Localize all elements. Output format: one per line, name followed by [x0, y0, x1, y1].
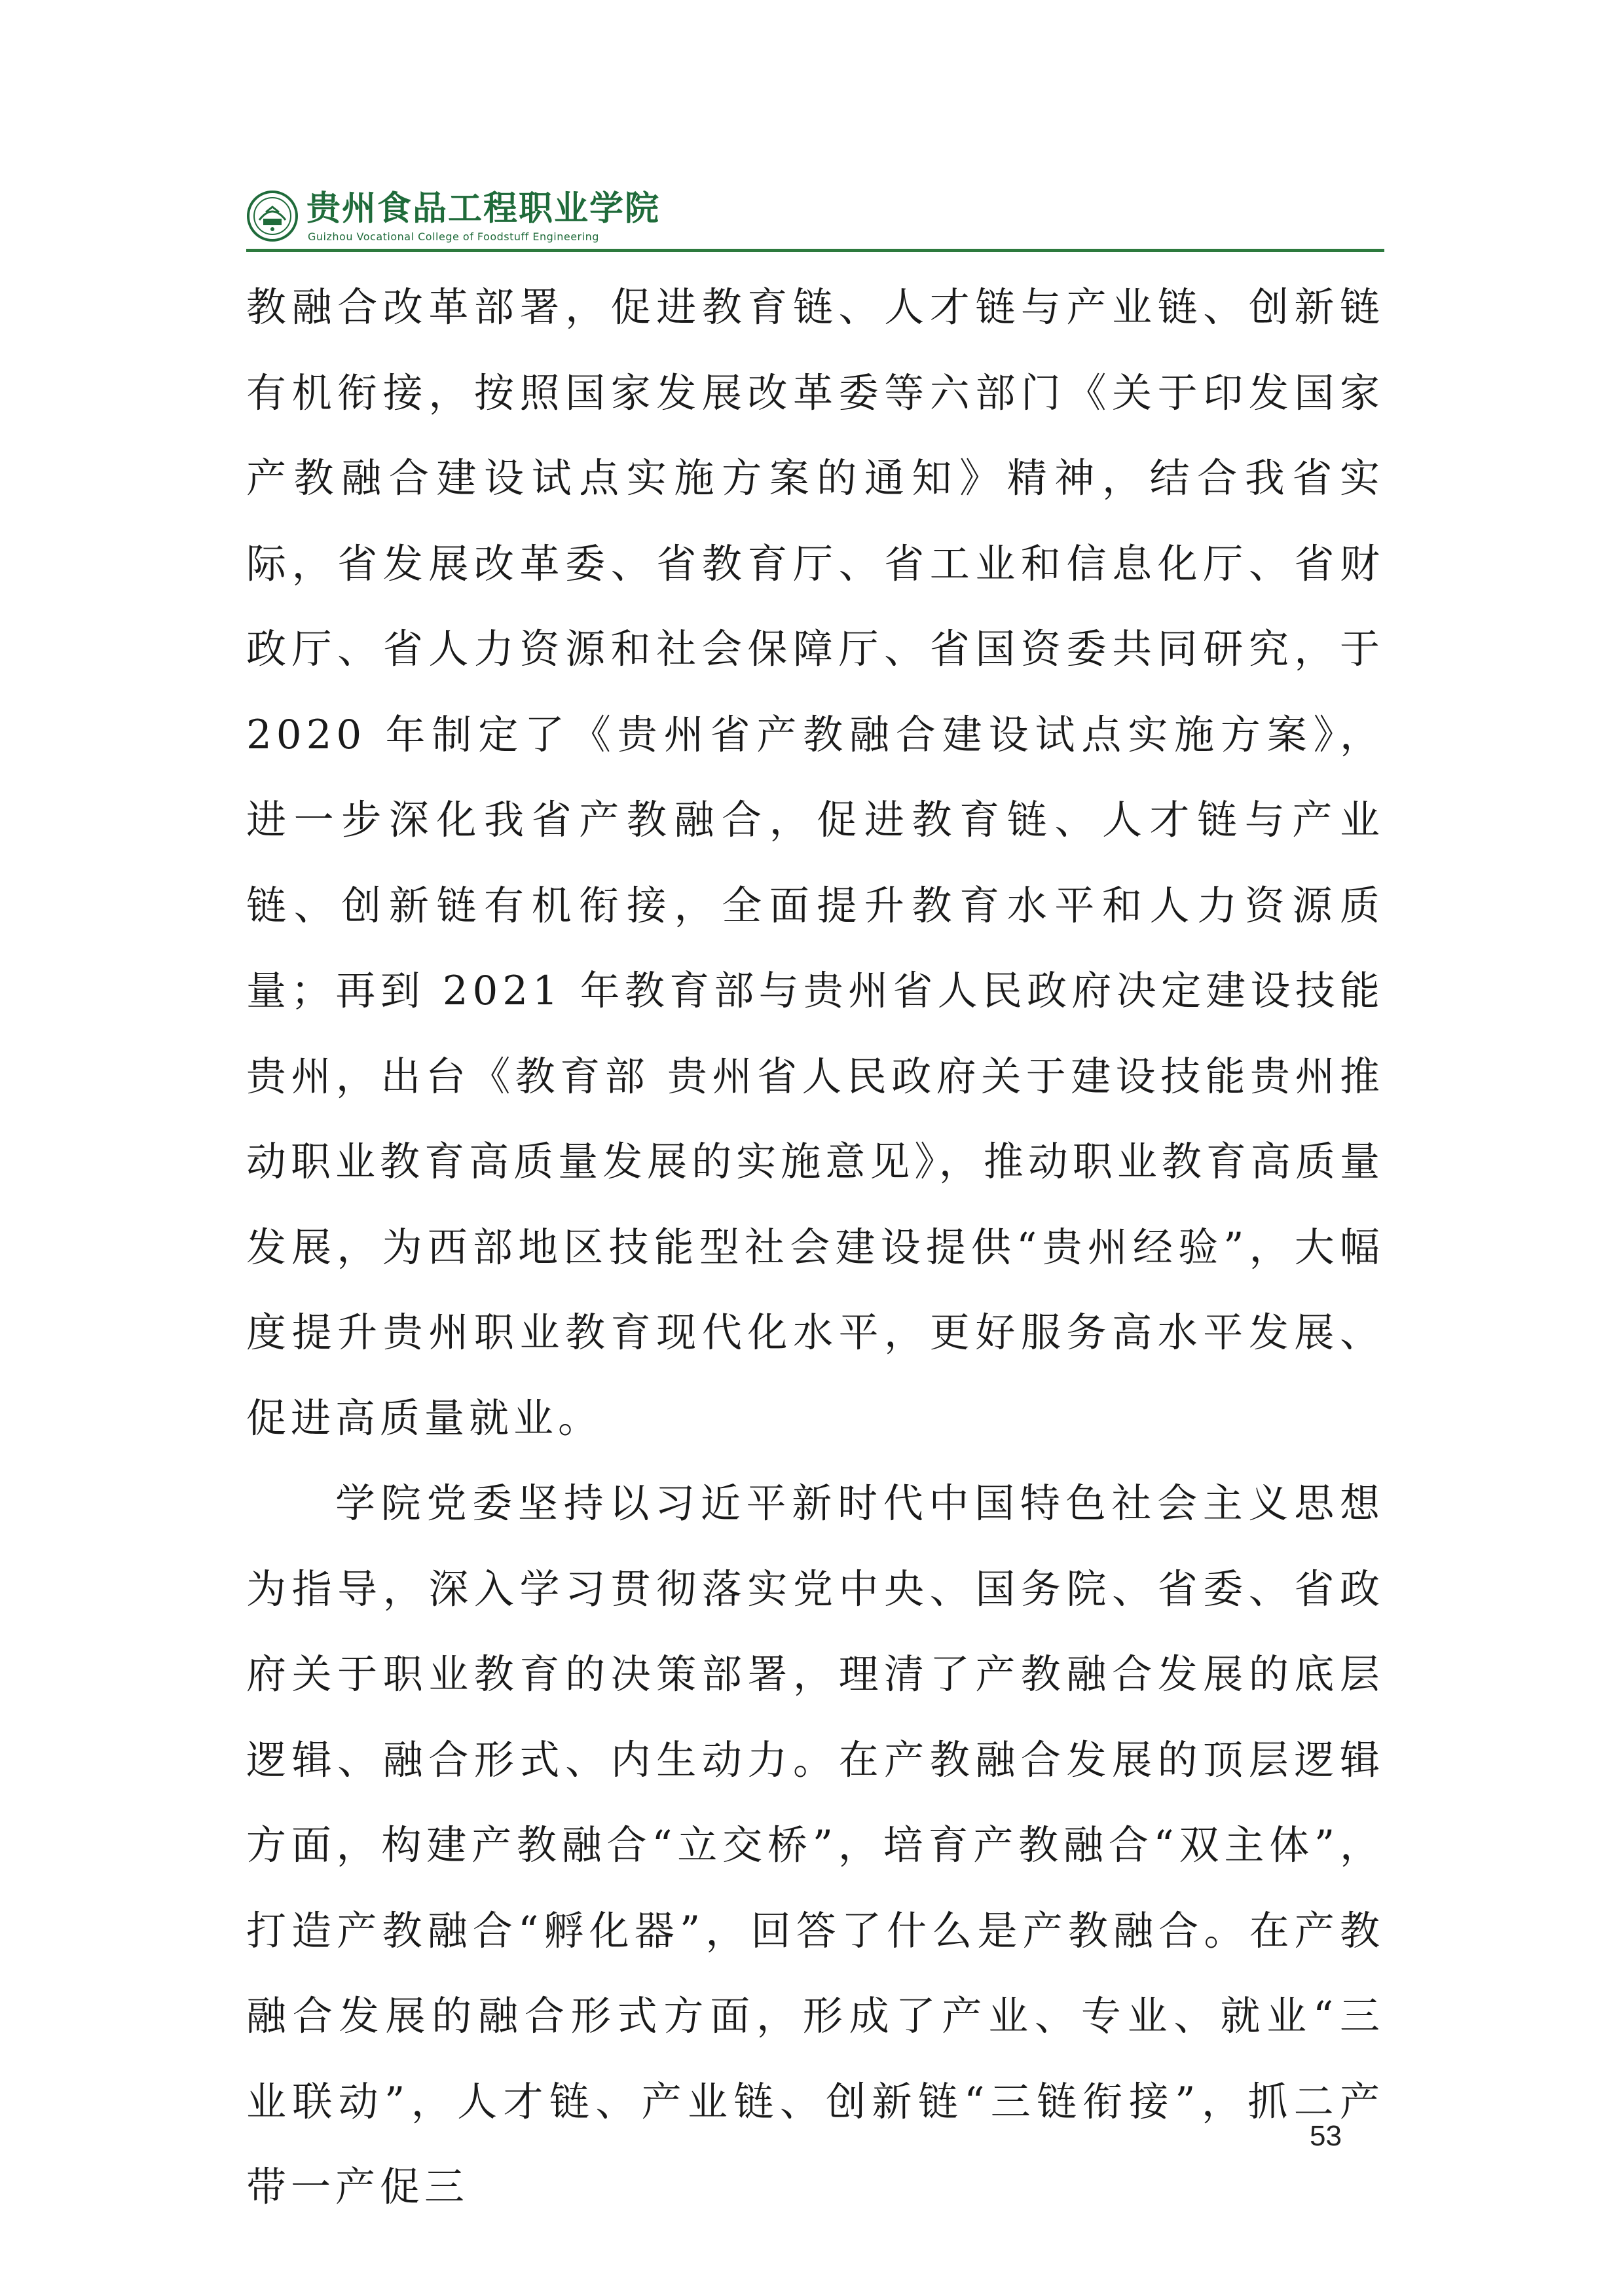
school-name-chinese: 贵州食品工程职业学院 [306, 189, 661, 228]
document-body [246, 265, 1384, 2231]
page-number: 53 [1310, 2120, 1342, 2152]
paragraph: 教融合改革部署，促进教育链、人才链与产业链、创新链有机衔接，按照国家发展改革委等六部门《关于印发国家产教融合建设试点实施方案的通知》精神，结合我省实际，省发展改革委、省教育厅、省工业和信息化厅、省财政厅、省人力资源和社会保障厅、省国资委共同研究，于 2020 年制定了《贵州省产教融合建设试点实施方案》，进一步深化我省产教融合，促进教育链、人才链与产业链、创新链有机衔接，全面提升教育水平和人力资源质量；再到 2021 年教育部与贵州省人民政府决定建设技能贵州，出台《教育部 贵州省人民政府关于建设技能贵州推动职业教育高质量发展的实施意见》，推动职业教育高质量发展，为西部地区技能型社会建设提供“贵州经验”，大幅度提升贵州职业教育现代化水平，更好服务高水平发展、促进高质量就业。 [246, 284, 1384, 1442]
page-header [246, 185, 661, 250]
header-divider [246, 249, 1384, 252]
paragraph: 学院党委坚持以习近平新时代中国特色社会主义思想为指导，深入学习贯彻落实党中央、国务院、省委、省政府关于职业教育的决策部署，理清了产教融合发展的底层逻辑、融合形式、内生动力。在产教融合发展的顶层逻辑方面，构建产教融合“立交桥”，培育产教融合“双主体”，打造产教融合“孵化器”，回答了什么是产教融合。在产教融合发展的融合形式方面，形成了产业、专业、就业“三业联动”，人才链、产业链、创新链“三链衔接”，抓二产带一产促三 [246, 1480, 1384, 2210]
school-emblem-icon [246, 190, 299, 242]
school-name-english: Guizhou Vocational College of Foodstuff Engineering [308, 230, 599, 243]
